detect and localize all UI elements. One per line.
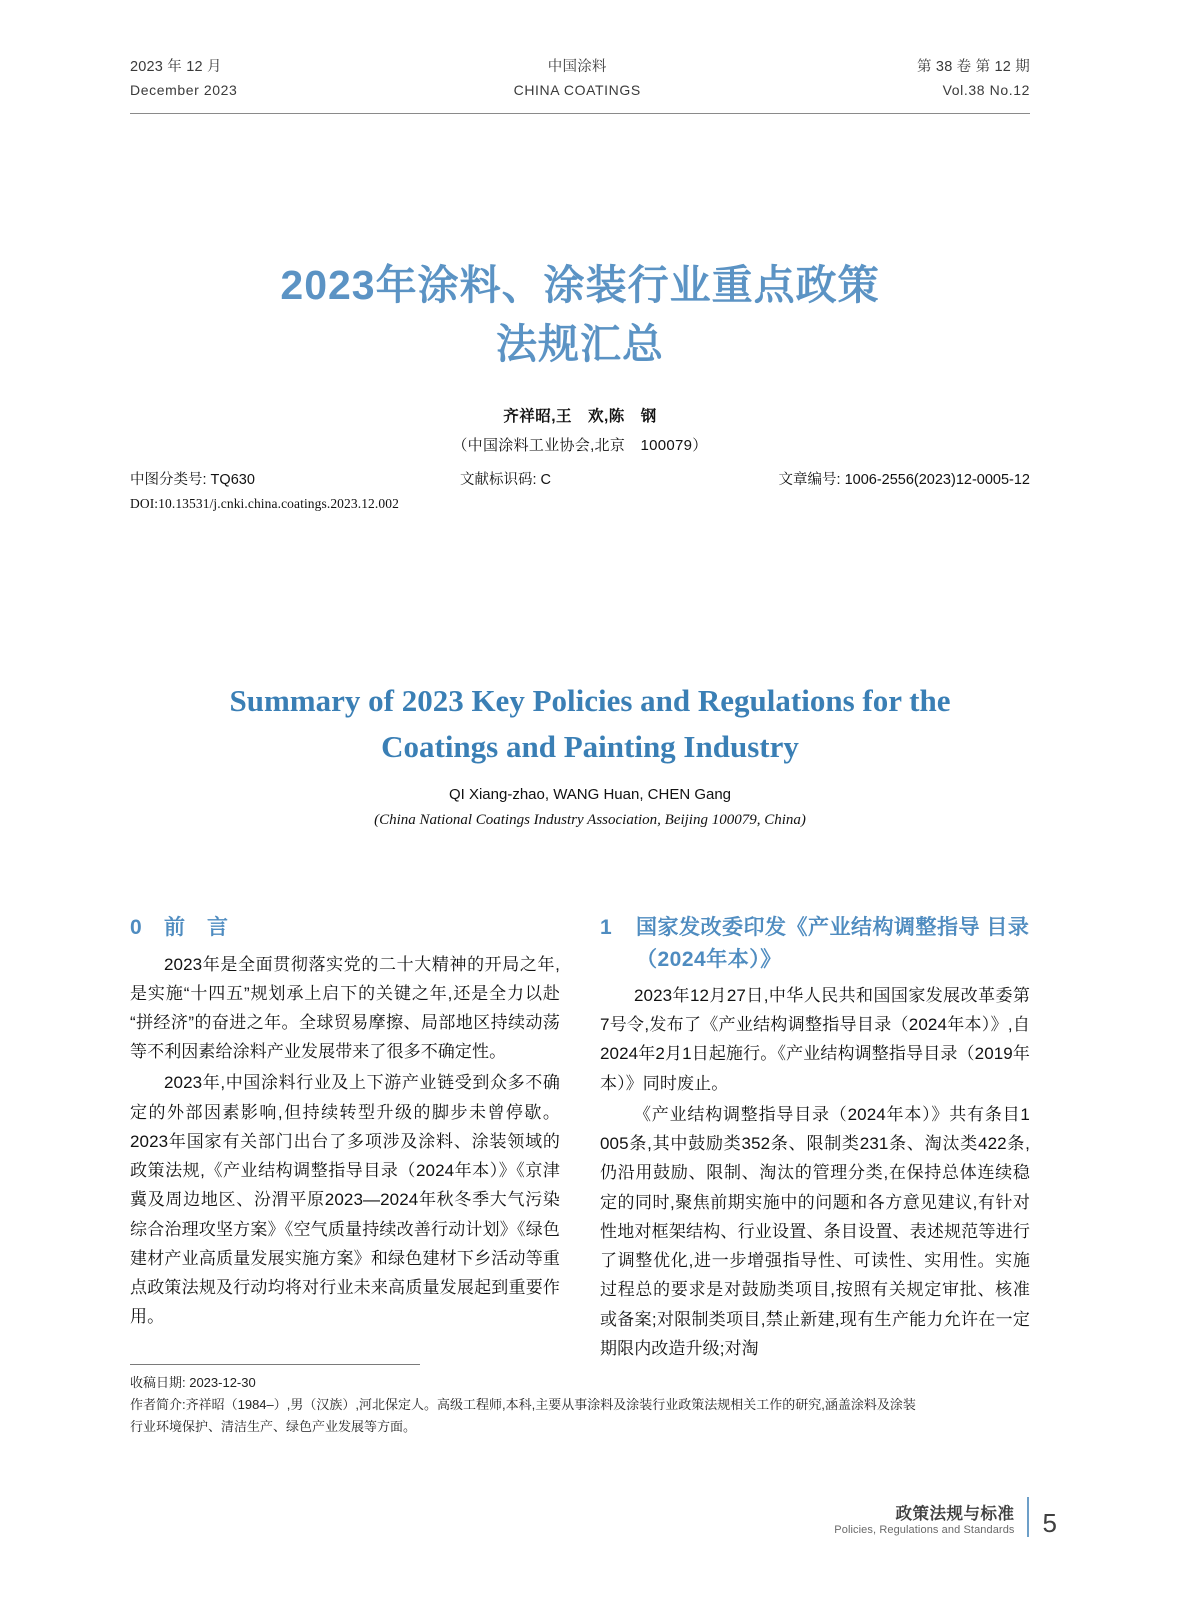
running-head [130, 56, 1030, 102]
page-title-cn [130, 256, 1030, 375]
running-head-divider [130, 113, 1030, 114]
footer-accent-bar [1027, 1497, 1029, 1537]
issue-date-cn: 2023 年 12 月 [130, 59, 222, 75]
article-id: 文章编号: 1006-2556(2023)12-0005-12 [778, 472, 1030, 488]
paragraph: 《产业结构调整指导目录（2024年本）》共有条目1 005条,其中鼓励类352条、限制类231条、淘汰类422条,仍沿用鼓励、限制、淘汰的管理分类,在保持总体连续稳定的同时,聚焦前期实施中的问题和各方意见建议,有针对性地对框架结构、行业设置、条目设置、表述规范等进行了调整优化,进一步增强指导性、可读性、实用性。实施过程总的要求是对鼓励类项目,按照有关规定审批、核准或备案;对限制类项目,禁止新建,现有生产能力允许在一定期限内改造升级;对淘 [600, 1104, 1030, 1358]
affiliation-cn: （中国涂料工业协会,北京 100079） [452, 437, 708, 454]
author-bio-line2: 行业环境保护、清洁生产、绿色产业发展等方面。 [130, 1419, 417, 1435]
volume-issue-cn: 第 38 卷 第 12 期 [917, 59, 1030, 75]
section-heading-1 [600, 912, 1030, 975]
footer-section-cn: 政策法规与标准 [895, 1504, 1015, 1523]
volume-issue-en: Vol.38 No.12 [942, 82, 1030, 99]
page-title-en-line1: Summary of 2023 Key Policies and Regulations for the [229, 683, 951, 718]
running-head-left [130, 56, 237, 102]
document-code: 文献标识码: C [460, 472, 552, 488]
column-left [130, 912, 560, 1365]
footnote-block [130, 1372, 1030, 1438]
section-title-1-line2: 目录（2024年本）》 [636, 916, 1030, 971]
clc-number: 中图分类号: TQ630 [130, 472, 255, 488]
page-footer [834, 1497, 1057, 1538]
section-title-1-line1: 国家发改委印发《产业结构调整指导 [636, 916, 980, 939]
authors-cn: 齐祥昭,王 欢,陈 钢 [503, 408, 657, 425]
paragraph: 2023年是全面贯彻落实党的二十大精神的开局之年,是实施“十四五”规划承上启下的关键之年,还是全力以赴“拼经济”的奋进之年。全球贸易摩擦、局部地区持续动荡等不利因素给涂料产业发展带来了很多不确定性。 [130, 954, 560, 1062]
footer-section-en: Policies, Regulations and Standards [834, 1524, 1015, 1537]
footnote-divider [130, 1364, 420, 1365]
section-title-intro: 前 言 [164, 916, 229, 939]
column-right [600, 912, 1030, 1365]
page-title-en [150, 678, 1030, 770]
issue-date-en: December 2023 [130, 82, 238, 99]
article-metadata [130, 468, 1030, 489]
paragraph: 2023年,中国涂料行业及上下游产业链受到众多不确定的外部因素影响,但持续转型升级的脚步未曾停歇。2023年国家有关部门出台了多项涉及涂料、涂装领域的政策法规,《产业结构调整指导目录（2024年本）》《京津冀及周边地区、汾渭平原2023—2024年秋冬季大气污染综合治理攻坚方案》《空气质量持续改善行动计划》《绿色建材产业高质量发展实施方案》和绿色建材下乡活动等重点政策法规及行动均将对行业未来高质量发展起到重要作用。 [130, 1073, 560, 1327]
journal-name-cn: 中国涂料 [547, 59, 607, 75]
page-title-en-line2: Coatings and Painting Industry [381, 728, 799, 764]
section-number-1: 1 [600, 916, 613, 939]
doi-text: DOI:10.13531/j.cnki.china.coatings.2023.12.002 [130, 496, 399, 511]
received-date: 收稿日期: 2023-12-30 [130, 1375, 256, 1390]
section-number-intro: 0 [130, 916, 143, 939]
footer-section-labels [834, 1504, 1014, 1538]
author-bio-line1: 作者简介:齐祥昭（1984–）,男（汉族）,河北保定人。高级工程师,本科,主要从事涂料及涂装行业政策法规相关工作的研究,涵盖涂料及涂装 [130, 1397, 916, 1413]
journal-name-en: CHINA COATINGS [513, 82, 641, 99]
page-title-cn-line2: 法规汇总 [496, 321, 664, 368]
section-title-1 [636, 912, 1030, 975]
affiliation-en: (China National Coatings Industry Association, Beijing 100079, China) [374, 812, 806, 828]
section-heading-intro [130, 912, 560, 944]
running-head-center [237, 56, 917, 102]
page-number: 5 [1042, 1508, 1057, 1538]
authors-en: QI Xiang-zhao, WANG Huan, CHEN Gang [448, 786, 732, 803]
running-head-right [917, 56, 1030, 102]
body-columns [130, 912, 1030, 1365]
paragraph: 2023年12月27日,中华人民共和国国家发展改革委第7号令,发布了《产业结构调整指导目录（2024年本）》,自2024年2月1日起施行。《产业结构调整指导目录（2019年本）》同时废止。 [600, 986, 1030, 1093]
page-title-cn-line1: 2023年涂料、涂装行业重点政策 [280, 262, 880, 308]
